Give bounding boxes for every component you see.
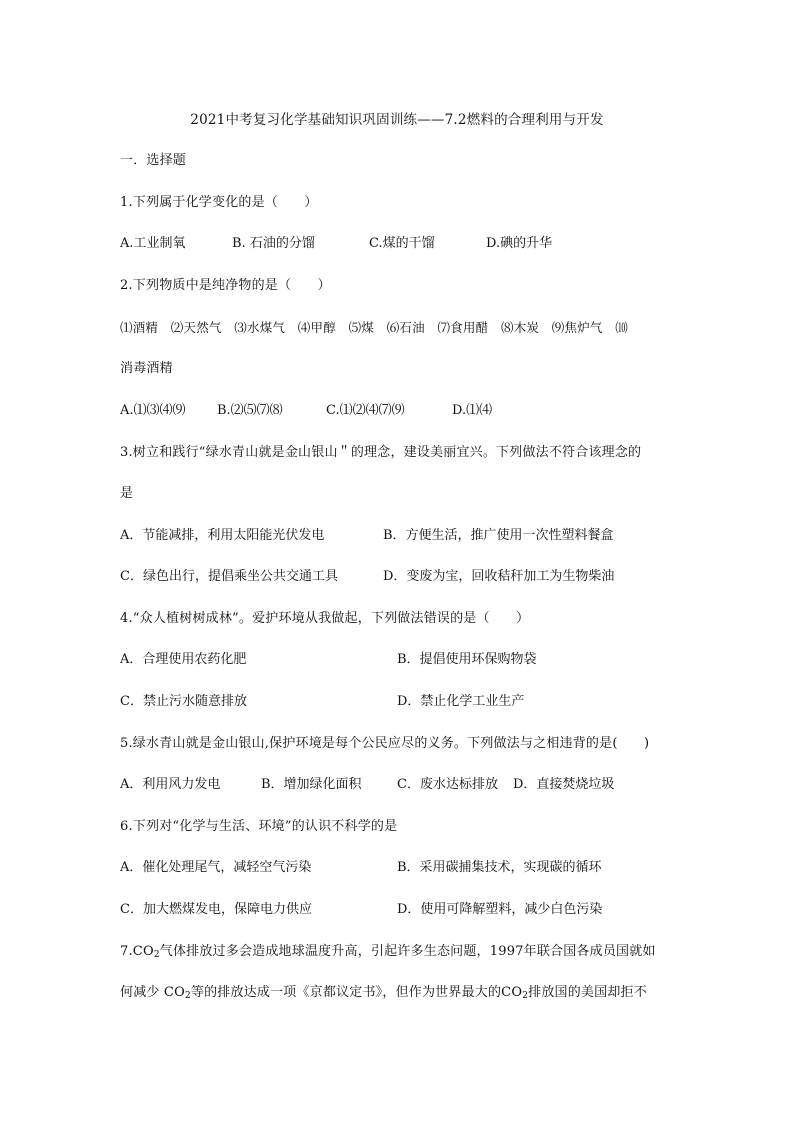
- question-7-text: 气体排放过多会造成地球温度升高，引起许多生态问题，1997年联合国各成员国就如: [159, 944, 656, 959]
- question-1-option-c: C.煤的干馏: [369, 236, 435, 251]
- question-1-option-b: B. 石油的分馏: [232, 236, 315, 251]
- question-6-option-b: B．采用碳捕集技术，实现碳的循环: [397, 860, 602, 875]
- question-4-option-c: C．禁止污水随意排放: [120, 694, 247, 709]
- section-heading: 一．选择题: [120, 153, 187, 168]
- question-6-option-a: A．催化处理尾气，减轻空气污染: [120, 860, 312, 875]
- question-3-option-b: B．方便生活，推广使用一次性塑料餐盒: [383, 528, 614, 543]
- question-7-text: 排放国的美国却拒不: [528, 985, 647, 1000]
- question-6-stem: 6.下列对“化学与生活、环境”的认识不科学的是: [120, 819, 398, 834]
- question-3-option-c: C．绿色出行，提倡乘坐公共交通工具: [120, 569, 338, 584]
- question-7-text: 等的排放达成一项《京都议定书》，但作为世界最大的CO: [190, 985, 523, 1000]
- question-1-option-a: A.工业制氧: [120, 236, 186, 251]
- question-5-option-b: B．增加绿化面积: [261, 777, 362, 792]
- question-5-option-d: D．直接焚烧垃圾: [513, 777, 615, 792]
- document-title: 2021中考复习化学基础知识巩固训练——7.2燃料的合理利用与开发: [190, 112, 604, 128]
- question-3-option-a: A．节能减排，利用太阳能光伏发电: [120, 528, 325, 543]
- question-2-option-a: A.⑴⑶⑷⑼: [120, 403, 186, 418]
- question-1-stem: 1.下列属于化学变化的是（ ）: [120, 195, 318, 210]
- question-3-stem-line-1: 3.树立和践行“绿水青山就是金山银山＂的理念，建设美丽宜兴。下列做法不符合该理念的: [120, 445, 642, 460]
- question-2-option-d: D.⑴⑷: [452, 403, 493, 418]
- question-5-option-c: C．废水达标排放: [397, 777, 498, 792]
- question-4-option-a: A．合理使用农药化肥: [120, 652, 247, 667]
- question-5-stem: 5.绿水青山就是金山银山,保护环境是每个公民应尽的义务。下列做法与之相违背的是( ): [120, 736, 650, 751]
- question-7-line-1: [120, 944, 656, 960]
- question-4-option-b: B．提倡使用环保购物袋: [397, 652, 537, 667]
- question-7-text: 7.CO: [120, 944, 154, 959]
- question-7-line-2: [120, 985, 647, 1001]
- question-5-option-a: A．利用风力发电: [120, 777, 221, 792]
- question-2-stem: 2.下列物质中是纯净物的是（ ）: [120, 278, 331, 293]
- question-2-list-line-2: 消毒酒精: [120, 361, 173, 376]
- subscript: 2: [153, 950, 160, 960]
- question-4-option-d: D．禁止化学工业生产: [397, 694, 525, 709]
- subscript: 2: [522, 991, 529, 1001]
- question-6-option-c: C．加大燃煤发电，保障电力供应: [120, 902, 312, 917]
- subscript: 2: [184, 991, 191, 1001]
- question-7-text: 何减少 CO: [120, 985, 185, 1000]
- question-3-stem-line-2: 是: [120, 486, 134, 501]
- question-3-option-d: D．变废为宝，回收秸秆加工为生物柴油: [383, 569, 615, 584]
- question-2-option-c: C.⑴⑵⑷⑺⑼: [326, 403, 405, 418]
- question-4-stem: 4.“众人植树树成林”。爱护环境从我做起，下列做法错误的是（ ）: [120, 611, 530, 626]
- question-6-option-d: D．使用可降解塑料，减少白色污染: [397, 902, 603, 917]
- question-2-option-b: B.⑵⑸⑺⑻: [217, 403, 283, 418]
- question-1-option-d: D.碘的升华: [486, 236, 553, 251]
- question-2-list-line-1: ⑴酒精 ⑵天然气 ⑶水煤气 ⑷甲醇 ⑸煤 ⑹石油 ⑺食用醋 ⑻木炭 ⑼焦炉气 ⑽: [120, 320, 629, 335]
